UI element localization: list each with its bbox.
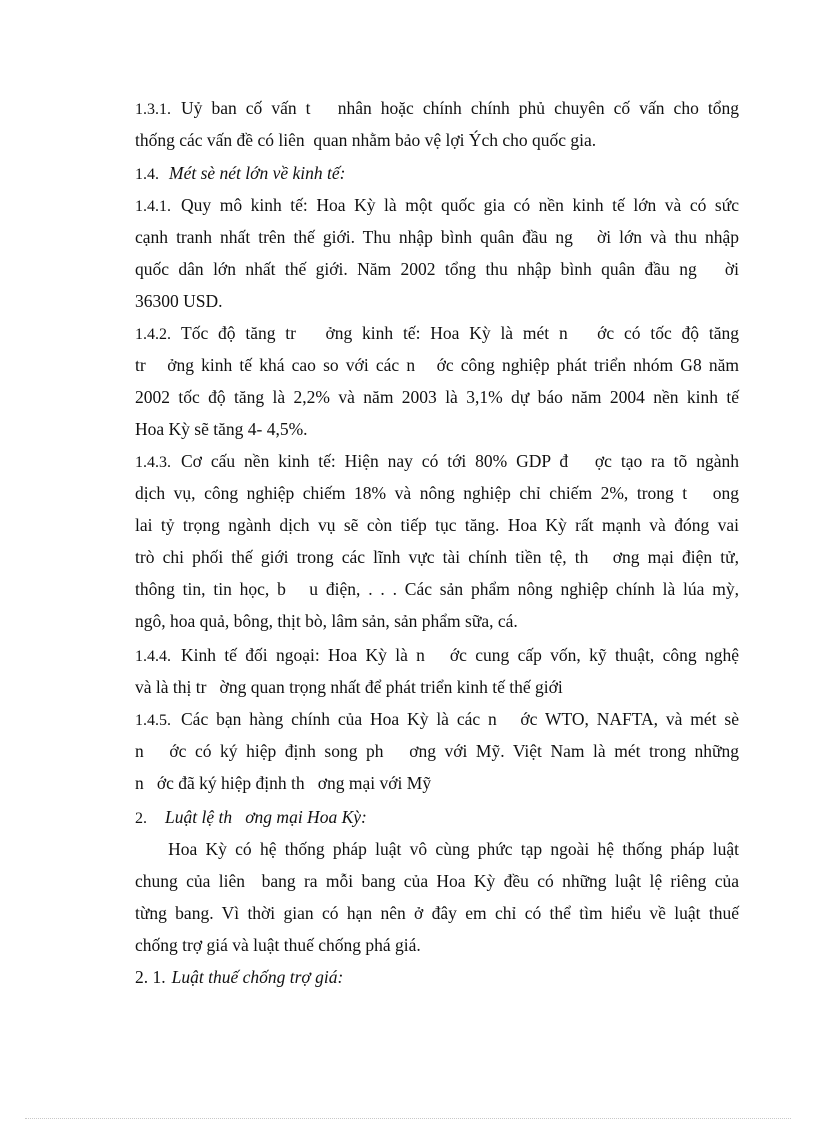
paragraph-line: Hoa Kỳ có hệ thống pháp luật vô cùng phức tạp ngoài hệ thống pháp luật bbox=[135, 839, 739, 859]
paragraph-line: n ớc có ký hiệp định song ph ơng với Mỹ. Việt Nam là mét trong những bbox=[135, 741, 739, 761]
paragraph-line: quốc dân lớn nhất thế giới. Năm 2002 tổng thu nhập bình quân đầu ng ời bbox=[135, 259, 739, 279]
paragraph-line: và là thị tr ờng quan trọng nhất để phát triển kinh tế thế giới bbox=[135, 677, 563, 697]
paragraph-line: Hoa Kỳ sẽ tăng 4- 4,5%. bbox=[135, 419, 308, 439]
paragraph-line: 1.4.3. Cơ cấu nền kinh tế: Hiện nay có tới 80% GDP đ ợc tạo ra tõ ngành bbox=[135, 451, 739, 471]
paragraph-line: 1.3.1. Uỷ ban cố vấn t nhân hoặc chính chính phủ chuyên cố vấn cho tổng bbox=[135, 98, 739, 118]
paragraph-line: trò chi phối thế giới trong các lĩnh vực tài chính tiền tệ, th ơng mại điện tử, bbox=[135, 547, 739, 567]
section-number: 2. 1. bbox=[135, 967, 166, 987]
paragraph-line: thống các vấn đề có liên quan nhằm bảo vệ lợi Ých cho quốc gia. bbox=[135, 130, 597, 150]
section-number: 1.4.2. bbox=[135, 326, 171, 343]
section-number: 2. bbox=[135, 810, 147, 827]
paragraph-line: 2002 tốc độ tăng là 2,2% và năm 2003 là 3,1% dự báo năm 2004 nền kinh tế bbox=[135, 387, 739, 407]
paragraph-line: lai tỷ trọng ngành dịch vụ sẽ còn tiếp tục tăng. Hoa Kỳ rất mạnh và đóng vai bbox=[135, 515, 739, 535]
paragraph-line: n ớc đã ký hiệp định th ơng mại với Mỹ bbox=[135, 773, 432, 793]
section-number: 1.4. bbox=[135, 166, 159, 183]
section-heading: 2. Luật lệ th ơng mại Hoa Kỳ: bbox=[135, 807, 367, 827]
paragraph-line: cạnh tranh nhất trên thế giới. Thu nhập bình quân đầu ng ời lớn và thu nhập bbox=[135, 227, 739, 247]
paragraph-line: 36300 USD. bbox=[135, 291, 223, 311]
section-heading: 1.4. Mét sè nét lớn về kinh tế: bbox=[135, 163, 346, 183]
paragraph-line: chung của liên bang ra mỗi bang của Hoa Kỳ đều có những luật lệ riêng của bbox=[135, 871, 739, 891]
section-number: 1.4.4. bbox=[135, 648, 171, 665]
paragraph-line: thông tin, tin học, b u điện, . . . Các sản phẩm nông nghiệp chính là lúa mỳ, bbox=[135, 579, 739, 599]
section-number: 1.3.1. bbox=[135, 101, 171, 118]
paragraph-line: chống trợ giá và luật thuế chống phá giá. bbox=[135, 935, 421, 955]
section-number: 1.4.1. bbox=[135, 198, 171, 215]
paragraph-line: 1.4.1. Quy mô kinh tế: Hoa Kỳ là một quốc gia có nền kinh tế lớn và có sức bbox=[135, 195, 739, 215]
page-bottom-border bbox=[25, 1118, 791, 1119]
paragraph-line: tr ởng kinh tế khá cao so với các n ớc công nghiệp phát triển nhóm G8 năm bbox=[135, 355, 739, 375]
paragraph-line: 1.4.4. Kinh tế đối ngoại: Hoa Kỳ là n ớc cung cấp vốn, kỹ thuật, công nghệ bbox=[135, 645, 739, 665]
paragraph-line: ngô, hoa quả, bông, thịt bò, lâm sản, sản phẩm sữa, cá. bbox=[135, 611, 518, 631]
paragraph-line: từng bang. Vì thời gian có hạn nên ở đây em chỉ có thể tìm hiểu về luật thuế bbox=[135, 903, 739, 923]
section-number: 1.4.3. bbox=[135, 454, 171, 471]
paragraph-line: 1.4.5. Các bạn hàng chính của Hoa Kỳ là các n ớc WTO, NAFTA, và mét sè bbox=[135, 709, 739, 729]
paragraph-line: dịch vụ, công nghiệp chiếm 18% và nông nghiệp chỉ chiếm 2%, trong t ong bbox=[135, 483, 739, 503]
paragraph-line: 1.4.2. Tốc độ tăng tr ởng kinh tế: Hoa Kỳ là mét n ớc có tốc độ tăng bbox=[135, 323, 739, 343]
section-heading: 2. 1. Luật thuế chống trợ giá: bbox=[135, 967, 344, 987]
section-number: 1.4.5. bbox=[135, 712, 171, 729]
